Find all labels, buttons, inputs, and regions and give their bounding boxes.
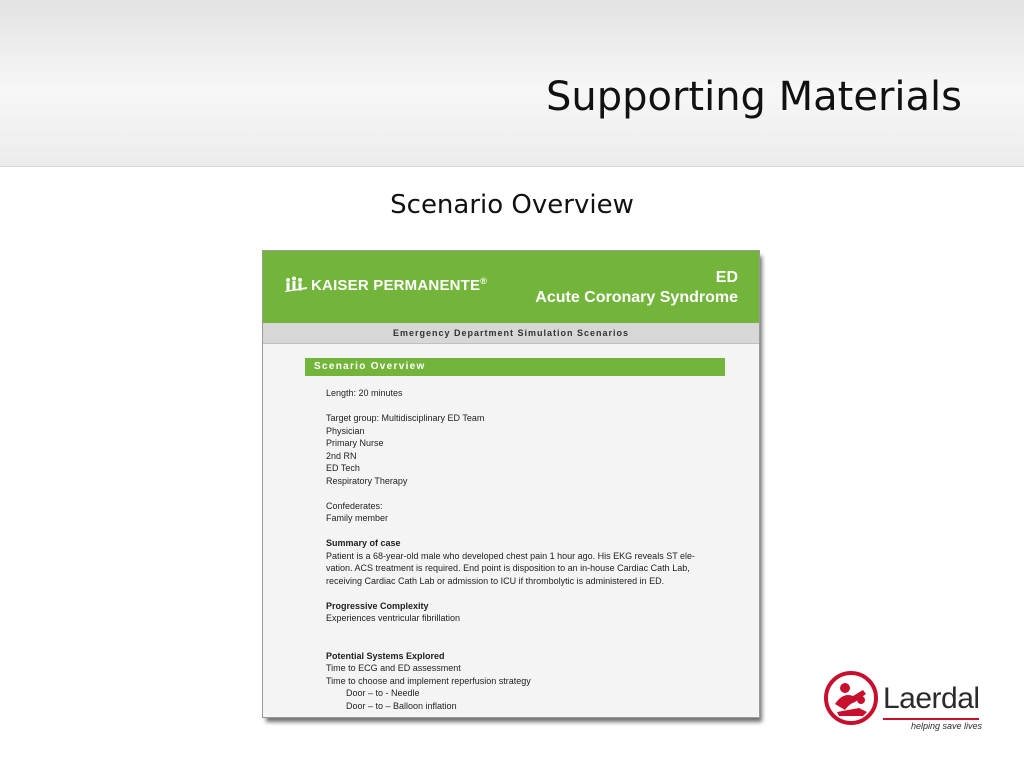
kaiser-people-icon (285, 276, 307, 296)
kaiser-logo-text: KAISER PERMANENTE (311, 276, 481, 294)
summary-line: Patient is a 68-year-old male who developed chest pain 1 hour ago. His EKG reveals ST ele- (326, 550, 696, 561)
systems-sub-item: Door – to – Balloon inflation (346, 700, 457, 711)
registered-mark: ® (480, 276, 488, 286)
confederates-value: Family member (326, 513, 389, 523)
target-group-line: Target group: Multidisciplinary ED Team (326, 413, 485, 423)
length-line: Length: 20 minutes (326, 388, 403, 398)
role-item: Respiratory Therapy (326, 475, 408, 486)
laerdal-wordmark: Laerdal (883, 682, 980, 715)
role-item: Primary Nurse (326, 438, 384, 448)
document-header (263, 251, 759, 323)
slide-subtitle: Scenario Overview (390, 190, 634, 220)
role-item: ED Tech (326, 463, 360, 473)
slide-title: Supporting Materials (545, 74, 962, 120)
summary-line: receiving Cardiac Cath Lab or admission to ICU if thrombolytic is administered in ED. (326, 575, 665, 586)
role-item: 2nd RN (326, 450, 357, 461)
complexity-heading: Progressive Complexity (326, 600, 429, 611)
scenario-tag (535, 268, 738, 308)
confederates-label: Confederates: (326, 500, 383, 511)
tag-line-acs: Acute Coronary Syndrome (535, 289, 738, 306)
systems-line: Time to choose and implement reperfusion strategy (326, 675, 531, 686)
summary-line: vation. ACS treatment is required. End point is disposition to an in-house Cardiac Cath Lab, (326, 563, 690, 573)
scenario-document-image (262, 250, 760, 718)
role-item: Physician (326, 425, 365, 436)
kaiser-permanente-logo (285, 276, 487, 296)
laerdal-logo (823, 668, 983, 732)
laerdal-underline (883, 718, 979, 720)
systems-sub-item: Door – to - Needle (346, 688, 420, 698)
laerdal-tagline: helping save lives (911, 721, 983, 731)
document-body (326, 387, 726, 712)
summary-heading: Summary of case (326, 538, 401, 548)
systems-line: Time to ECG and ED assessment (326, 663, 461, 673)
systems-heading: Potential Systems Explored (326, 650, 445, 661)
complexity-text: Experiences ventricular fibrillation (326, 613, 461, 623)
section-heading: Scenario Overview (305, 358, 725, 376)
document-band: Emergency Department Simulation Scenarios (263, 323, 759, 344)
tag-line-ed: ED (715, 269, 738, 286)
